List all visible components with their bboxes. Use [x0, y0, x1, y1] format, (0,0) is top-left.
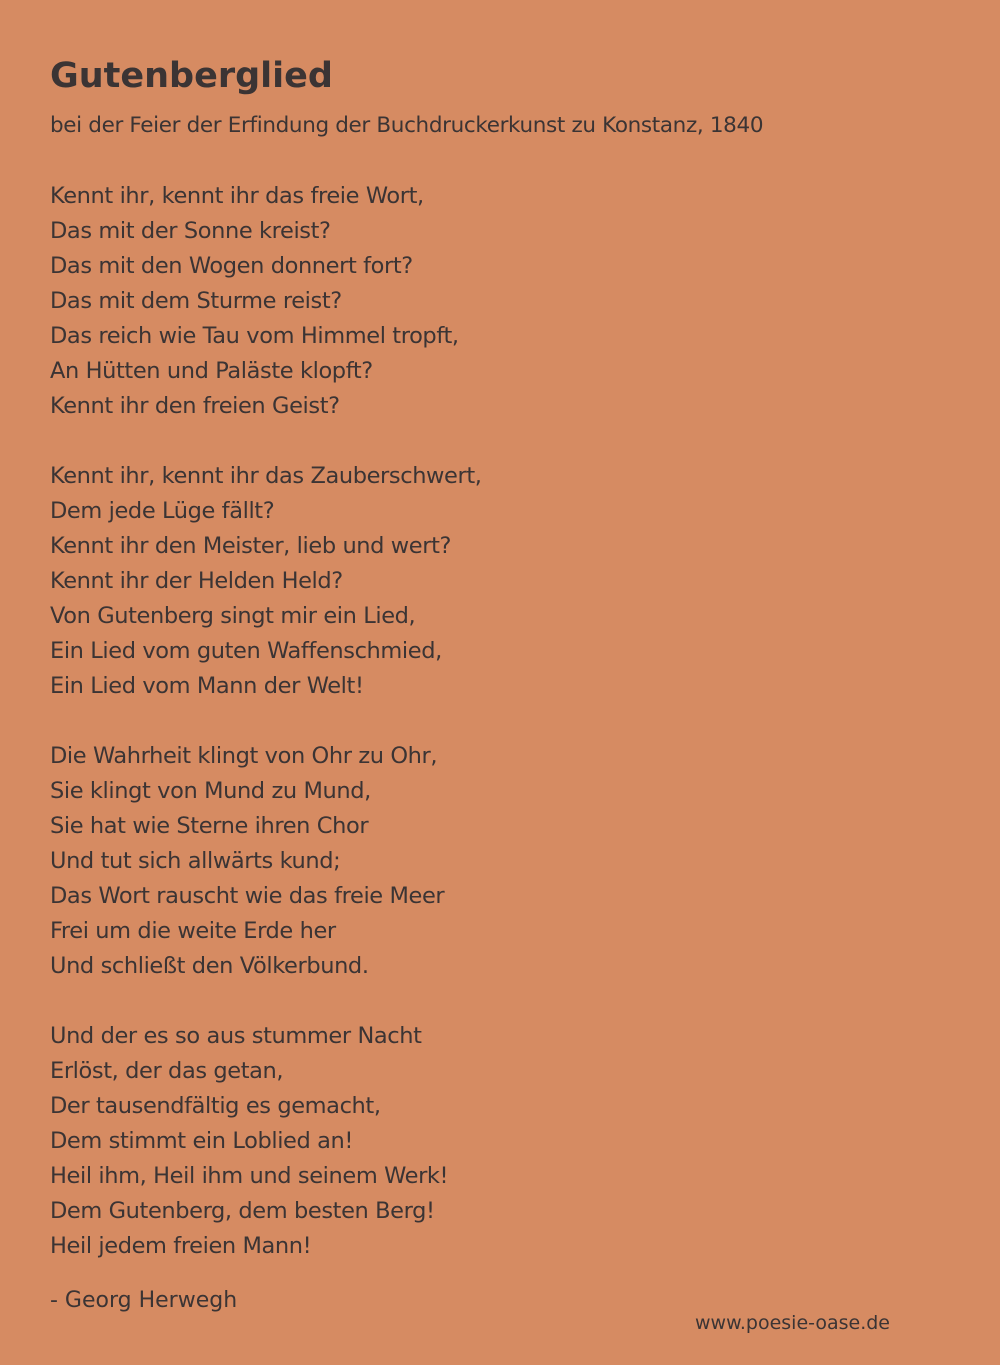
poem-line: Das Wort rauscht wie das freie Meer: [50, 883, 445, 909]
poem-line: Das mit den Wogen donnert fort?: [50, 253, 413, 279]
stanza-1: [50, 179, 459, 424]
poem-line: Kennt ihr den freien Geist?: [50, 393, 340, 419]
poem-line: Heil jedem freien Mann!: [50, 1233, 312, 1259]
poem-line: Sie klingt von Mund zu Mund,: [50, 778, 371, 804]
poem-line: Von Gutenberg singt mir ein Lied,: [50, 603, 416, 629]
poem-line: Und der es so aus stummer Nacht: [50, 1023, 422, 1049]
poem-subtitle: bei der Feier der Erfindung der Buchdruckerkunst zu Konstanz, 1840: [50, 113, 764, 138]
poem-line: Kennt ihr den Meister, lieb und wert?: [50, 533, 452, 559]
poem-line: Das mit der Sonne kreist?: [50, 218, 331, 244]
poem-line: Und schließt den Völkerbund.: [50, 953, 369, 979]
poem-author: - Georg Herwegh: [50, 1288, 238, 1313]
poem-line: Sie hat wie Sterne ihren Chor: [50, 813, 369, 839]
poem-line: Kennt ihr der Helden Held?: [50, 568, 343, 594]
poem-line: Frei um die weite Erde her: [50, 918, 336, 944]
poem-line: Dem stimmt ein Loblied an!: [50, 1128, 353, 1154]
poem-line: Ein Lied vom Mann der Welt!: [50, 673, 364, 699]
stanza-3: [50, 739, 444, 984]
poem-line: Kennt ihr, kennt ihr das Zauberschwert,: [50, 463, 482, 489]
stanza-2: [50, 459, 482, 704]
poem-line: Der tausendfältig es gemacht,: [50, 1093, 381, 1119]
poem-line: Erlöst, der das getan,: [50, 1058, 284, 1084]
poem-line: Das reich wie Tau vom Himmel tropft,: [50, 323, 459, 349]
poem-line: Dem jede Lüge fällt?: [50, 498, 275, 524]
poem-line: An Hütten und Paläste klopft?: [50, 358, 373, 384]
poem-line: Heil ihm, Heil ihm und seinem Werk!: [50, 1163, 449, 1189]
poem-line: Und tut sich allwärts kund;: [50, 848, 341, 874]
website-url: www.poesie-oase.de: [694, 1312, 890, 1334]
poem-line: Kennt ihr, kennt ihr das freie Wort,: [50, 183, 424, 209]
poem-line: Das mit dem Sturme reist?: [50, 288, 342, 314]
poem-line: Die Wahrheit klingt von Ohr zu Ohr,: [50, 743, 438, 769]
poem-line: Dem Gutenberg, dem besten Berg!: [50, 1198, 435, 1224]
poem-line: Ein Lied vom guten Waffenschmied,: [50, 638, 442, 664]
stanza-4: [50, 1019, 448, 1264]
poem-title: Gutenberglied: [50, 56, 333, 96]
